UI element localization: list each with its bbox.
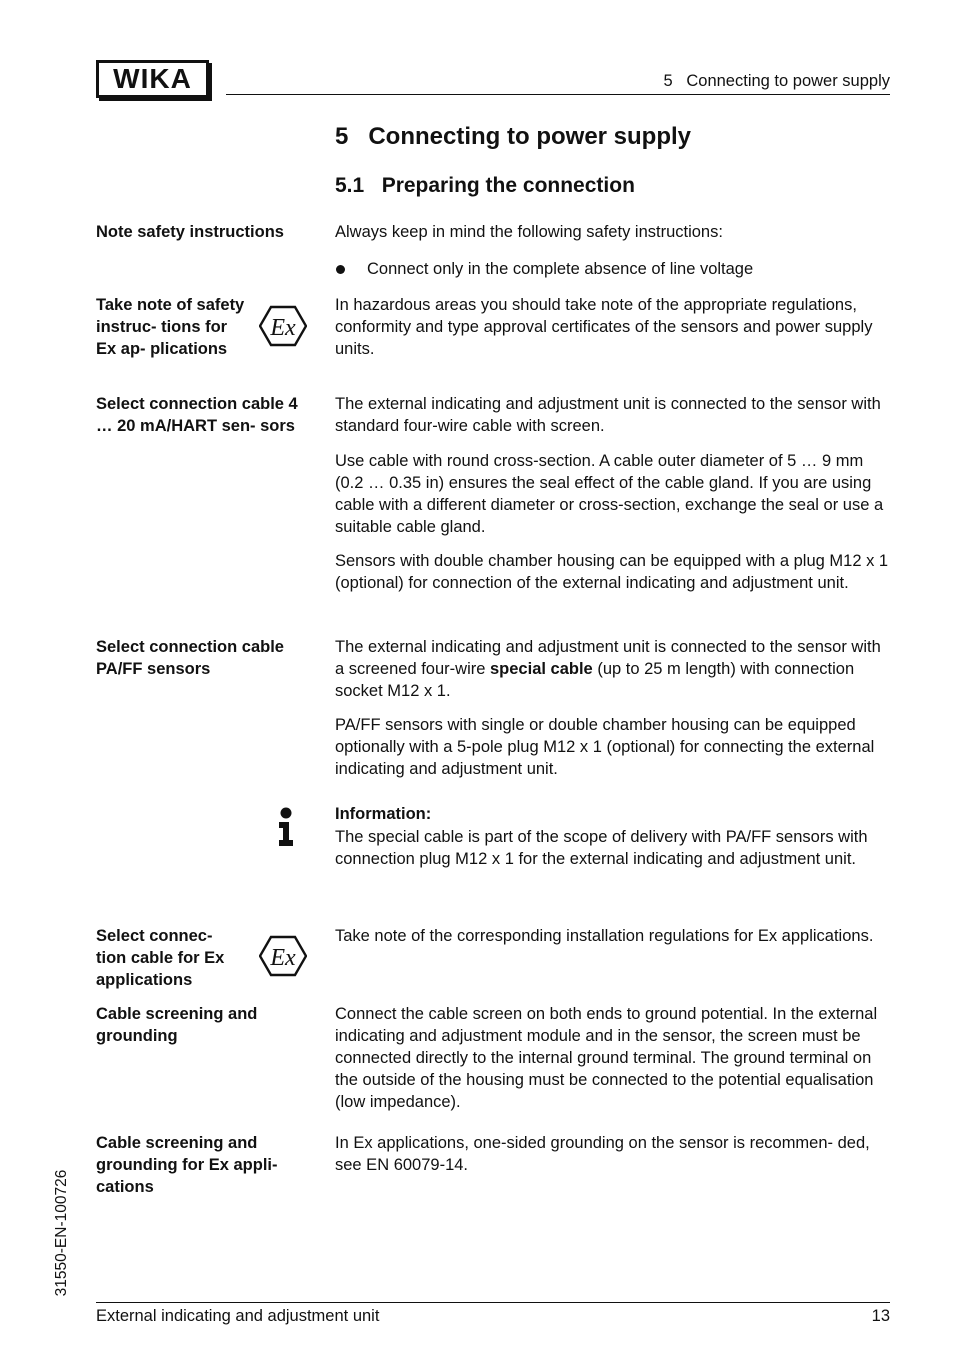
ex-safety-text: In hazardous areas you should take note of the appropriate regulations, conformity and type approval certificates of the sensors and power supply units.: [335, 296, 873, 358]
svg-text:Ex: Ex: [270, 945, 296, 971]
margin-label-ex-safety: Take note of safety instruc- tions for Ex ap- plications: [96, 296, 245, 358]
footer-rule: [96, 1302, 890, 1303]
cable-hart-p1: The external indicating and adjustment unit is connected to the sensor with standard four-wire cable with screen.: [335, 395, 881, 435]
document-number: 31550-EN-100726: [53, 1169, 70, 1297]
special-cable-emphasis: special cable: [490, 660, 593, 678]
safety-bullet: Connect only in the complete absence of line voltage: [335, 258, 923, 280]
ex-hazard-icon: [259, 305, 307, 347]
cable-paff-p1-end: (up to 25 m length) with connection socket M12 x 1.: [335, 660, 855, 700]
cable-paff-p1-start: The external indicating and adjustment unit is connected to the sensor with a screened four-wire: [335, 638, 881, 678]
section-title: 5.1 Preparing the connection: [335, 174, 635, 197]
header-rule: [226, 94, 890, 95]
information-icon: [276, 807, 296, 847]
cable-hart-p3: Sensors with double chamber housing can be equipped with a plug M12 x 1 (optional) for connection of the external indicating and adjustment unit.: [335, 552, 889, 592]
information-text: The special cable is part of the scope of delivery with PA/FF sensors with connection plug M12 x 1 for the external indicating and adjustment unit.: [335, 828, 868, 868]
chapter-title: 5 Connecting to power supply: [335, 123, 692, 150]
wika-logo: WIKA: [96, 60, 209, 98]
screening-text: Connect the cable screen on both ends to ground potential. In the external indicating and adjustment module and in the sensor, the screen must be connected directly to the internal ground terminal. The ground terminal on the outside of the housing must be connected to the potential equalisation (low impedance).: [335, 1005, 878, 1111]
ex-hazard-icon: [259, 935, 307, 977]
running-title: 5 Connecting to power supply: [663, 72, 890, 90]
margin-label-safety: Note safety instructions: [96, 223, 284, 241]
svg-text:Ex: Ex: [270, 315, 296, 341]
margin-label-cable-paff: Select connection cable PA/FF sensors: [96, 638, 284, 678]
screening-ex-text: In Ex applications, one-sided grounding on the sensor is recommen- ded, see EN 60079-14.: [335, 1134, 870, 1174]
cable-ex-text: Take note of the corresponding installation regulations for Ex applications.: [335, 927, 874, 945]
page-number: 13: [871, 1307, 890, 1325]
margin-label-screening-ex: Cable screening and grounding for Ex appli- cations: [96, 1134, 278, 1196]
safety-intro: Always keep in mind the following safety instructions:: [335, 223, 723, 241]
cable-paff-p2: PA/FF sensors with single or double chamber housing can be equipped optionally with a 5-pole plug M12 x 1 (optional) for connecting the external indicating and adjustment unit.: [335, 716, 875, 778]
margin-label-cable-ex: Select connec- tion cable for Ex applications: [96, 927, 225, 989]
margin-label-cable-hart: Select connection cable 4 … 20 mA/HART sen- sors: [96, 395, 298, 435]
cable-paff-p1: [335, 636, 891, 702]
cable-hart-p2: Use cable with round cross-section. A cable outer diameter of 5 … 9 mm (0.2 … 0.35 in) ensures the seal effect of the cable gland. If you are using cable with a different diameter or cross-section, exchange the seal or use a suitable cable gland.: [335, 452, 884, 536]
margin-label-screening: Cable screening and grounding: [96, 1005, 258, 1045]
information-title: Information:: [335, 805, 432, 823]
footer-title: External indicating and adjustment unit: [96, 1307, 380, 1325]
